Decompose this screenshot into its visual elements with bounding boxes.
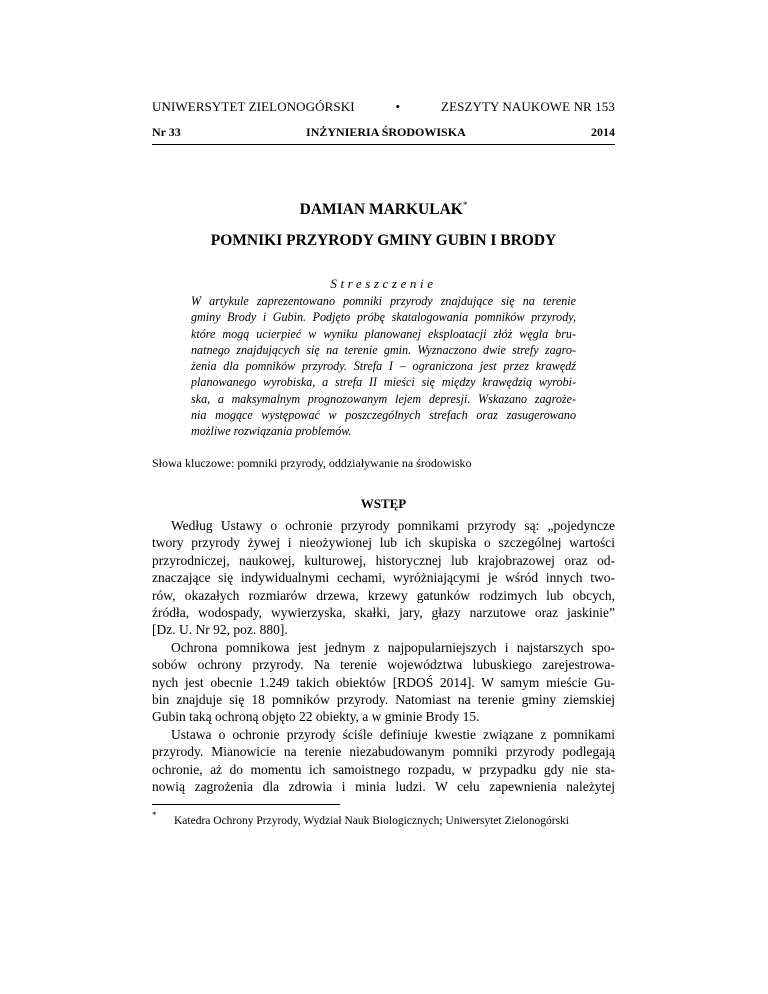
body-line: sobów ochrony przyrody. Na terenie województwa lubuskiego zarejestrowa- xyxy=(152,657,615,673)
header-rule xyxy=(152,144,615,145)
footnote-text: Katedra Ochrony Przyrody, Wydział Nauk Biologicznych; Uniwersytet Zielonogórski xyxy=(174,815,569,827)
footnote-mark: * xyxy=(152,810,157,820)
abstract-line: które mogą ucierpieć w wyniku planowanej eksploatacji złóż węgla bru- xyxy=(191,326,576,341)
author-line xyxy=(152,200,615,219)
body-line: nych jest obecnie 1.249 takich obiektów [RDOŚ 2014]. W samym mieście Gu- xyxy=(152,674,615,690)
abstract-line: możliwe rozwiązania problemów. xyxy=(191,424,352,439)
abstract-line: żenia dla pomników przyrody. Strefa I – ograniczona jest przez krawędź xyxy=(191,359,576,374)
body-line: rów, okazałych rozmiarów drzewa, krzewy gatunków rodzimych lub obcych, xyxy=(152,587,615,603)
body-line: [Dz. U. Nr 92, poz. 880]. xyxy=(152,622,288,638)
body-line: przyrodniczej, naukowej, kulturowej, historycznej lub krajobrazowej oraz od- xyxy=(152,552,615,568)
author-footnote-mark: * xyxy=(462,200,468,210)
body-line: Gubin taką ochroną objęto 22 obiekty, a w gminie Brody 15. xyxy=(152,709,480,725)
abstract-line: nia mogące występować w poszczególnych strefach oraz zasugerowano xyxy=(191,408,576,423)
body-line: ochronie, aż do momentu ich samoistnego rozpadu, w przypadku gdy nie sta- xyxy=(152,761,615,777)
abstract-heading: Streszczenie xyxy=(330,276,437,291)
header-issue: Nr 33 xyxy=(152,125,181,139)
footnote-rule xyxy=(152,804,340,805)
body-line: przyrody. Mianowicie na terenie niezabudowanym pomniki przyrody podlegają xyxy=(152,744,615,760)
body-line: znaczające się indywidualnymi cechami, wyróżniającymi je wśród innych two- xyxy=(152,570,615,586)
keywords: Słowa kluczowe: pomniki przyrody, oddziaływanie na środowisko xyxy=(152,456,472,470)
running-header xyxy=(152,99,615,115)
abstract-line: natnego znajdujących się na terenie gmin. Wyznaczono dwie strefy zagro- xyxy=(191,342,576,357)
header-journal: ZESZYTY NAUKOWE NR 153 xyxy=(441,99,615,114)
body-line: nowią zagrożenia dla zdrowia i minia ludzi. W celu zapewnienia należytej xyxy=(152,779,615,795)
body-line: Ochrona pomnikowa jest jednym z najpopularniejszych i najstarszych spo- xyxy=(171,639,615,655)
body-line: źródła, wodospady, wywierzyska, skałki, jary, głazy narzutowe oraz jaskinie” xyxy=(152,605,615,621)
header-university: UNIWERSYTET ZIELONOGÓRSKI xyxy=(152,99,355,114)
paper-title: POMNIKI PRZYRODY GMINY GUBIN I BRODY xyxy=(210,232,557,249)
abstract-line: W artykule zaprezentowano pomniki przyrody znajdujące się na terenie xyxy=(191,294,576,308)
abstract-text xyxy=(191,293,576,440)
abstract-line: ska, a maksymalnym prognozowanym lejem depresji. Wskazano zagroże- xyxy=(191,391,576,406)
header-year: 2014 xyxy=(590,125,615,139)
header-separator: • xyxy=(395,99,401,114)
body-text xyxy=(152,517,615,796)
abstract-line: planowanego wyrobiska, a strefa II mieści się między krawędzią wyrobi- xyxy=(191,375,576,390)
body-line: bin znajduje się 18 pomników przyrody. Natomiast na terenie gminy ziemskiej xyxy=(152,692,615,708)
abstract-line: gminy Brody i Gubin. Podjęto próbę skatalogowania pomników przyrody, xyxy=(191,310,576,325)
body-line: twory przyrody żywej i nieożywionej lub ich skupiska o szczególnej wartości xyxy=(152,535,615,551)
issue-line xyxy=(152,125,615,140)
section-heading: WSTĘP xyxy=(360,496,407,511)
body-line: Ustawa o ochronie przyrody ściśle definiuje kwestie związane z pomnikami xyxy=(171,726,615,742)
body-line: Według Ustawy o ochronie przyrody pomnikami przyrody są: „pojedyncze xyxy=(171,518,615,533)
header-series: INŻYNIERIA ŚRODOWISKA xyxy=(306,125,466,139)
author-name: DAMIAN MARKULAK xyxy=(299,201,463,219)
